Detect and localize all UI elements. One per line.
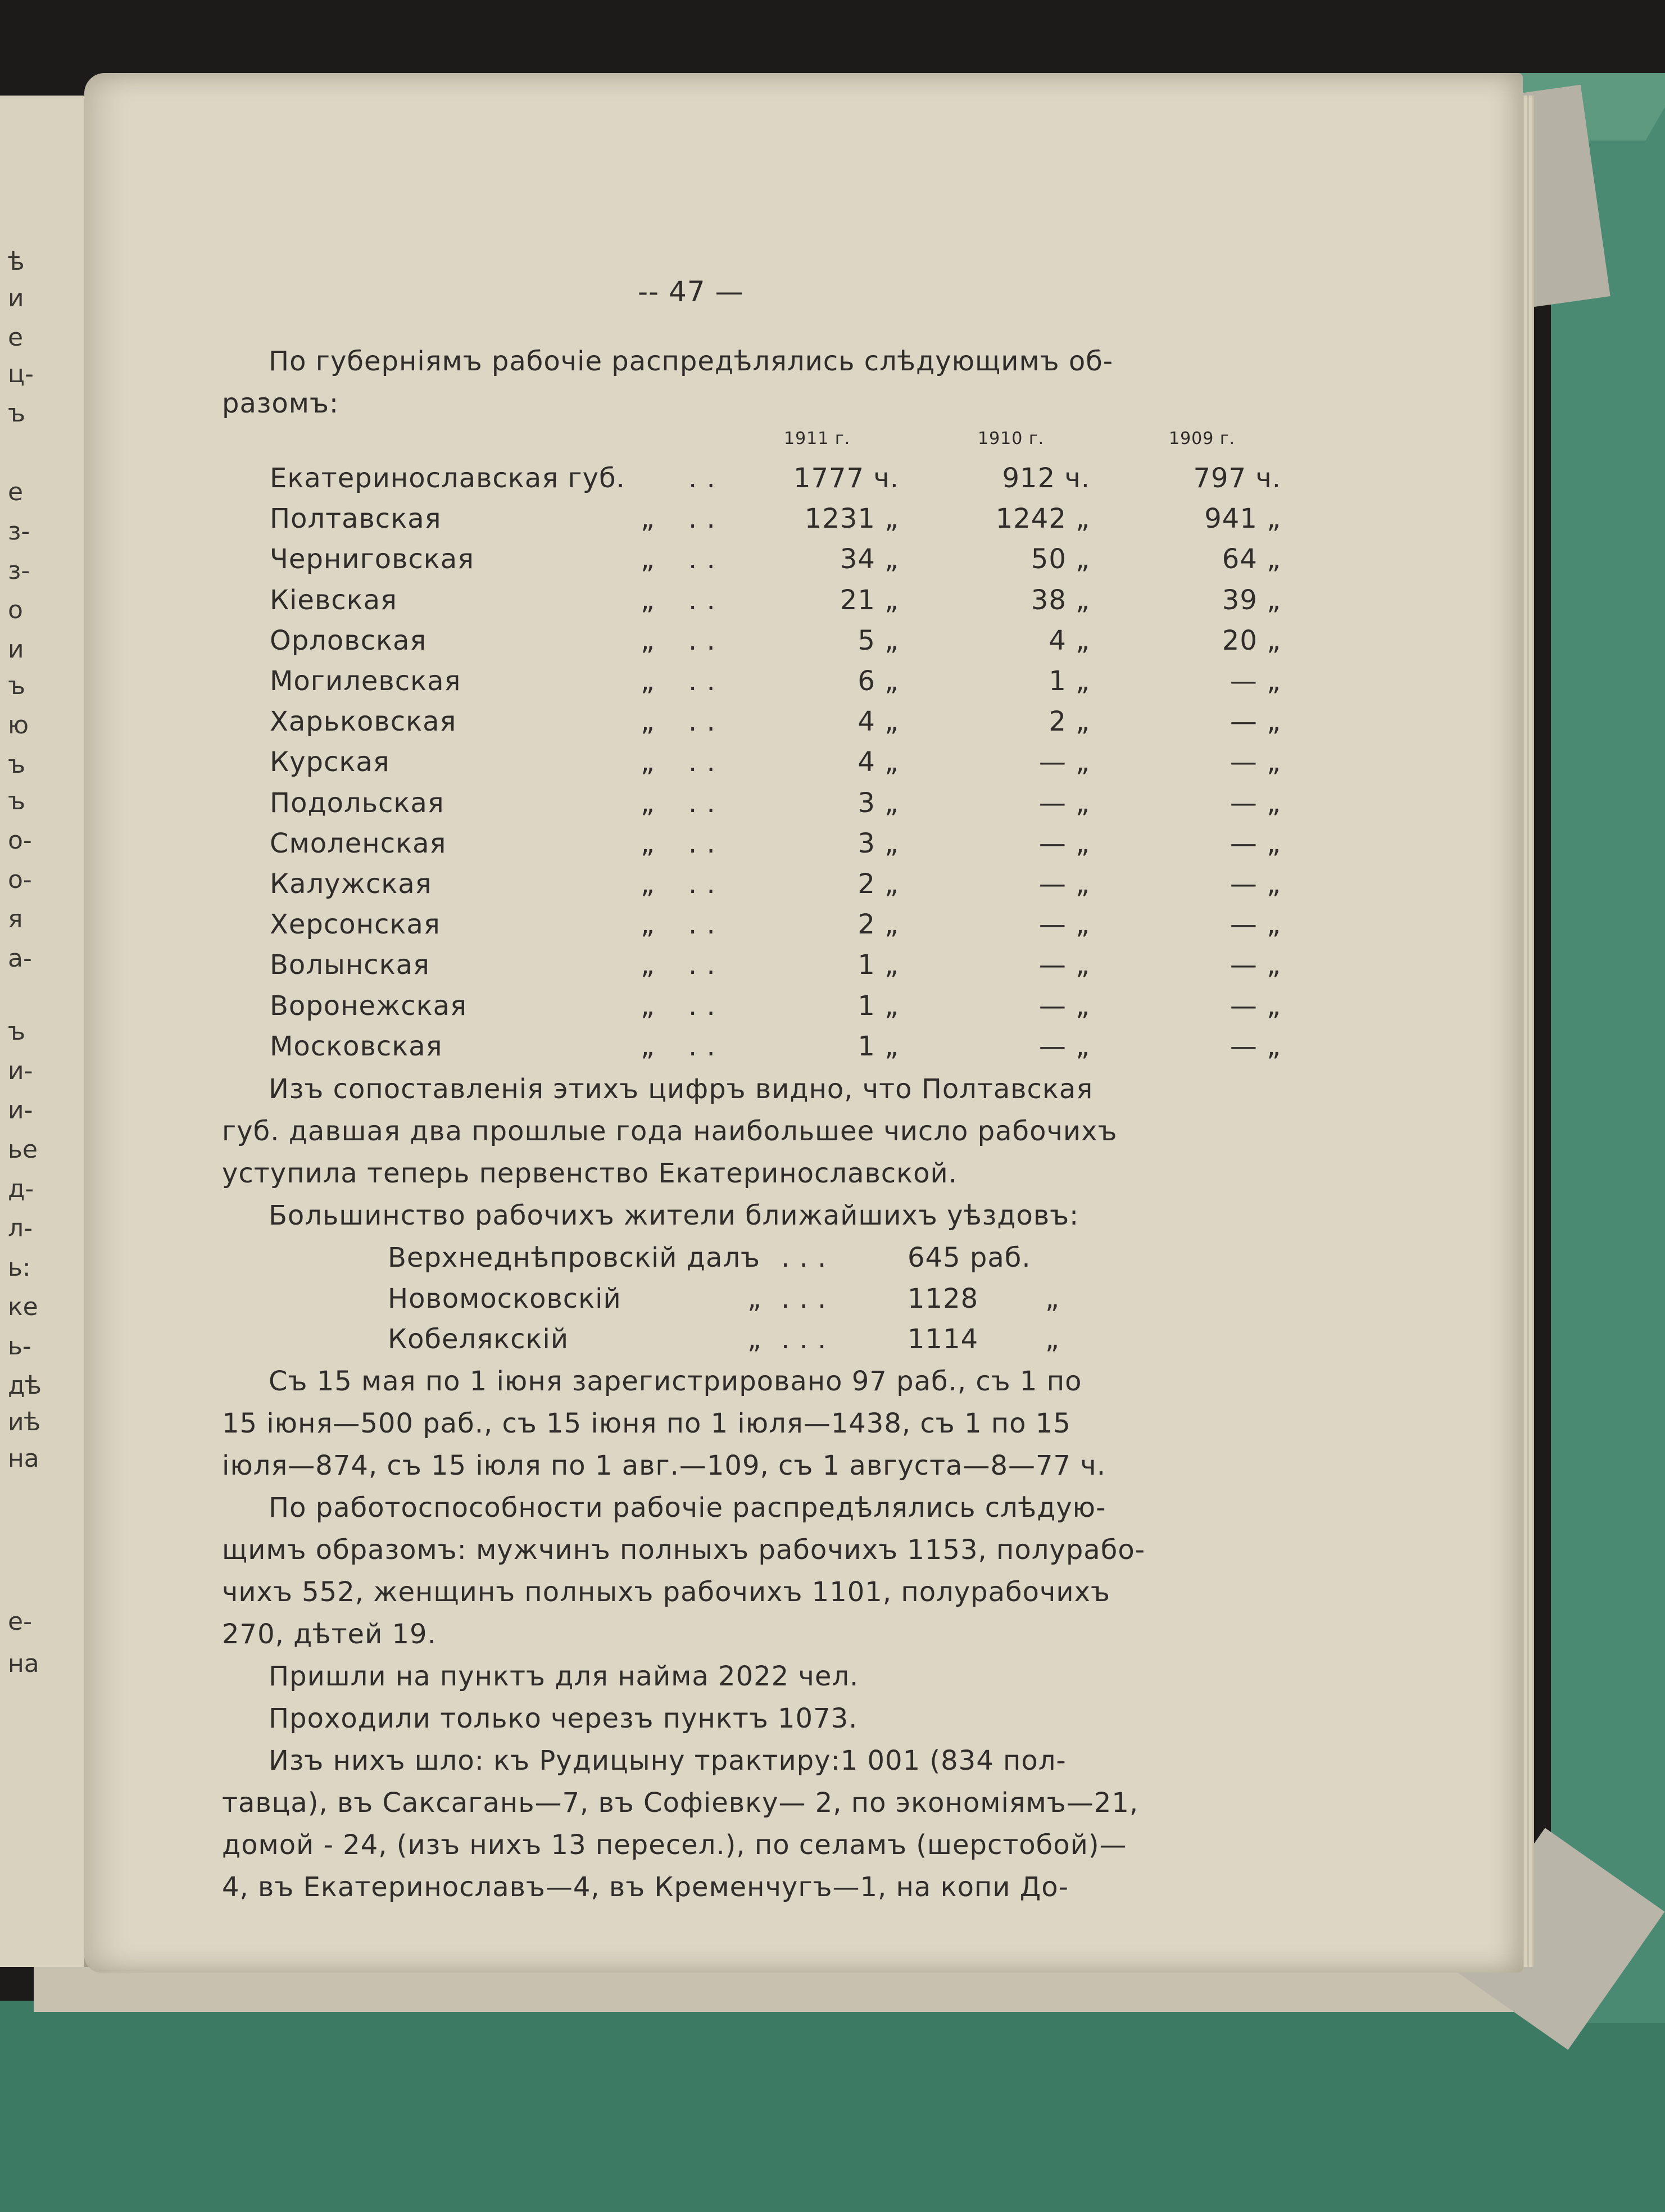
province-name: Калужская <box>270 868 432 900</box>
paragraph-line: Изъ сопоставленія этихъ цифръ видно, что Полтавская <box>269 1073 1094 1105</box>
province-name: Курская <box>270 746 390 778</box>
paragraph-line: По работоспособности рабочіе распредѣлялись слѣдую- <box>269 1492 1106 1524</box>
leader-dots: . . . <box>781 1242 827 1273</box>
province-name: Волынская <box>270 949 430 981</box>
ditto-mark: „ <box>641 949 655 981</box>
leader-dots: . . <box>688 990 716 1022</box>
left-page-text-fragment: ье <box>8 1135 38 1164</box>
leader-dots: . . <box>688 706 716 737</box>
column-header-1910: 1910 г. <box>978 429 1045 448</box>
value-1909: — „ <box>1230 990 1281 1022</box>
paragraph-line: Большинство рабочихъ жители ближайшихъ уѣздовъ: <box>269 1200 1079 1231</box>
paragraph-line: щимъ образомъ: мужчинъ полныхъ рабочихъ 1153, полурабо- <box>222 1534 1146 1566</box>
value-1910: — „ <box>1038 1031 1090 1062</box>
value-1909: 941 „ <box>1204 503 1281 534</box>
ditto-mark: „ <box>1045 1323 1060 1355</box>
column-header-1911: 1911 г. <box>784 429 851 448</box>
value-1909: — „ <box>1230 787 1281 819</box>
left-page-text-fragment: е- <box>8 1607 32 1636</box>
value-1910: 38 „ <box>1031 584 1090 616</box>
left-page-text-fragment: дѣ <box>8 1371 42 1400</box>
left-page-text-fragment: ь- <box>8 1332 31 1361</box>
value-1910: — „ <box>1038 868 1090 900</box>
leader-dots: . . <box>688 868 716 900</box>
province-name: Могилевская <box>270 665 461 697</box>
left-page-text-fragment: и- <box>8 1057 33 1085</box>
paragraph-line: тавца), въ Саксагань—7, въ Софіевку— 2, по экономіямъ—21, <box>222 1787 1139 1819</box>
left-page-text-fragment: о- <box>8 826 32 855</box>
value-1909: 39 „ <box>1222 584 1281 616</box>
intro-line-2: разомъ: <box>222 388 339 419</box>
background-cloth-bottom <box>0 2001 1665 2212</box>
leader-dots: . . <box>688 665 716 697</box>
ditto-mark: „ <box>641 1031 655 1062</box>
value-1909: — „ <box>1230 665 1281 697</box>
province-name: Харьковская <box>270 706 457 737</box>
leader-dots: . . <box>688 463 716 494</box>
ditto-mark: „ <box>641 868 655 900</box>
province-name: Черниговская <box>270 543 475 575</box>
leader-dots: . . <box>688 543 716 575</box>
leader-dots: . . <box>688 584 716 616</box>
left-page-text-fragment: иѣ <box>8 1408 41 1436</box>
left-page-text-fragment: и <box>8 284 24 312</box>
left-page-text-fragment: и- <box>8 1096 33 1125</box>
value-1911: 3 „ <box>858 787 899 819</box>
left-page-text-fragment: з- <box>8 517 30 546</box>
paragraph-line: чихъ 552, женщинъ полныхъ рабочихъ 1101, полурабочихъ <box>222 1576 1110 1608</box>
ditto-mark: „ <box>641 990 655 1022</box>
value-1910: 912 ч. <box>1002 463 1090 494</box>
ditto-mark: „ <box>747 1323 762 1355</box>
left-page-text-fragment: л- <box>8 1214 33 1243</box>
value-1911: 34 „ <box>840 543 899 575</box>
value-1910: 4 „ <box>1049 625 1090 656</box>
ditto-mark: „ <box>641 543 655 575</box>
value-1910: — „ <box>1038 746 1090 778</box>
value-1911: 4 „ <box>858 746 899 778</box>
district-name: Верхнеднѣпровскій далъ <box>388 1242 760 1273</box>
value-1909: — „ <box>1230 746 1281 778</box>
leader-dots: . . <box>688 625 716 656</box>
value-1911: 3 „ <box>858 828 899 859</box>
left-page-text-fragment: ь: <box>8 1253 31 1282</box>
left-page-text-fragment: я <box>8 905 23 933</box>
value-1911: 21 „ <box>840 584 899 616</box>
value-1911: 2 „ <box>858 909 899 940</box>
left-page-text-fragment: д- <box>8 1175 34 1203</box>
left-page-text-fragment: ю <box>8 711 29 740</box>
ditto-mark: „ <box>641 706 655 737</box>
left-page-text-fragment: о <box>8 596 23 624</box>
paragraph-line: 15 іюня—500 раб., съ 15 іюня по 1 іюля—1438, съ 1 по 15 <box>222 1408 1071 1439</box>
value-1910: 1 „ <box>1049 665 1090 697</box>
value-1911: 1 „ <box>858 949 899 981</box>
leader-dots: . . . <box>781 1323 827 1355</box>
ditto-mark: „ <box>641 746 655 778</box>
leader-dots: . . <box>688 1031 716 1062</box>
value-1910: — „ <box>1038 828 1090 859</box>
value-1909: 64 „ <box>1222 543 1281 575</box>
value-1910: — „ <box>1038 990 1090 1022</box>
left-page-text-fragment: ке <box>8 1293 38 1321</box>
ditto-mark: „ <box>641 665 655 697</box>
value-1909: 797 ч. <box>1193 463 1281 494</box>
ditto-mark: „ <box>641 625 655 656</box>
paragraph-line: 270, дѣтей 19. <box>222 1619 437 1650</box>
page-number: -- 47 — <box>638 275 744 308</box>
ditto-mark: „ <box>641 909 655 940</box>
district-name: Кобелякскій <box>388 1323 569 1355</box>
province-name: Полтавская <box>270 503 442 534</box>
leader-dots: . . <box>688 746 716 778</box>
province-name: Московская <box>270 1031 443 1062</box>
left-page-text-fragment: на <box>8 1649 39 1678</box>
paragraph-line: 4, въ Екатеринославъ—4, въ Кременчугъ—1, на копи До- <box>222 1871 1069 1903</box>
leader-dots: . . . <box>781 1283 827 1314</box>
left-page-text-fragment: ъ <box>8 750 26 779</box>
province-name: Воронежская <box>270 990 467 1022</box>
value-1909: — „ <box>1230 909 1281 940</box>
paragraph-line: уступила теперь первенство Екатеринославской. <box>222 1158 958 1189</box>
ditto-mark: „ <box>641 828 655 859</box>
ditto-mark: „ <box>747 1283 762 1314</box>
left-page-text-fragment: ъ <box>8 399 26 428</box>
value-1911: 1231 „ <box>804 503 899 534</box>
province-name: Кіевская <box>270 584 397 616</box>
ditto-mark: „ <box>641 503 655 534</box>
left-page-text-fragment: о- <box>8 865 32 894</box>
value-1909: 20 „ <box>1222 625 1281 656</box>
left-page-fragment <box>0 96 89 1967</box>
district-value: 1114 <box>908 1323 979 1355</box>
value-1909: — „ <box>1230 949 1281 981</box>
value-1911: 1 „ <box>858 990 899 1022</box>
province-name: Екатеринославская губ. <box>270 463 625 494</box>
left-page-text-fragment: ъ <box>8 787 26 815</box>
value-1910: — „ <box>1038 909 1090 940</box>
province-name: Смоленская <box>270 828 447 859</box>
value-1909: — „ <box>1230 868 1281 900</box>
leader-dots: . . <box>688 949 716 981</box>
province-name: Орловская <box>270 625 427 656</box>
ditto-mark: „ <box>641 787 655 819</box>
intro-line-1: По губерніямъ рабочіе распредѣлялись слѣдующимъ об- <box>269 346 1114 377</box>
value-1909: — „ <box>1230 1031 1281 1062</box>
leader-dots: . . <box>688 787 716 819</box>
paragraph-line: губ. давшая два прошлые года наибольшее число рабочихъ <box>222 1116 1118 1147</box>
left-page-text-fragment: ѣ <box>8 247 25 276</box>
left-page-text-fragment: ъ <box>8 1017 26 1046</box>
value-1910: — „ <box>1038 787 1090 819</box>
leader-dots: . . <box>688 909 716 940</box>
paragraph-line: Съ 15 мая по 1 іюня зарегистрировано 97 раб., съ 1 по <box>269 1366 1082 1397</box>
value-1911: 4 „ <box>858 706 899 737</box>
value-1910: 2 „ <box>1049 706 1090 737</box>
paragraph-line: Проходили только черезъ пунктъ 1073. <box>269 1703 858 1734</box>
district-value: 1128 <box>908 1283 979 1314</box>
paragraph-line: Изъ нихъ шло: къ Рудицыну трактиру:1 001 (834 пол- <box>269 1745 1067 1776</box>
value-1911: 1777 ч. <box>793 463 899 494</box>
paragraph-line: іюля—874, съ 15 іюля по 1 авг.—109, съ 1 августа—8—77 ч. <box>222 1450 1106 1481</box>
leader-dots: . . <box>688 503 716 534</box>
ditto-mark: „ <box>641 584 655 616</box>
district-value: 645 раб. <box>908 1242 1031 1273</box>
left-page-text-fragment: е <box>8 323 24 352</box>
paragraph-line: Пришли на пунктъ для найма 2022 чел. <box>269 1661 859 1692</box>
value-1911: 2 „ <box>858 868 899 900</box>
value-1910: — „ <box>1038 949 1090 981</box>
left-page-text-fragment: е <box>8 478 24 506</box>
province-name: Подольская <box>270 787 444 819</box>
paragraph-line: домой - 24, (изъ нихъ 13 пересел.), по селамъ (шерстобой)— <box>222 1829 1127 1861</box>
district-name: Новомосковскій <box>388 1283 621 1314</box>
value-1910: 50 „ <box>1031 543 1090 575</box>
left-page-text-fragment: ц- <box>8 360 34 388</box>
value-1911: 5 „ <box>858 625 899 656</box>
value-1911: 6 „ <box>858 665 899 697</box>
left-page-text-fragment: а- <box>8 944 32 973</box>
left-page-text-fragment: ъ <box>8 672 26 700</box>
column-header-1909: 1909 г. <box>1169 429 1236 448</box>
value-1911: 1 „ <box>858 1031 899 1062</box>
left-page-text-fragment: з- <box>8 556 30 585</box>
ditto-mark: „ <box>1045 1283 1060 1314</box>
left-page-text-fragment: на <box>8 1444 39 1473</box>
province-name: Херсонская <box>270 909 441 940</box>
background-cloth-right <box>1551 101 1665 2023</box>
value-1910: 1242 „ <box>995 503 1090 534</box>
value-1909: — „ <box>1230 828 1281 859</box>
leader-dots: . . <box>688 828 716 859</box>
value-1909: — „ <box>1230 706 1281 737</box>
left-page-text-fragment: и <box>8 635 24 664</box>
